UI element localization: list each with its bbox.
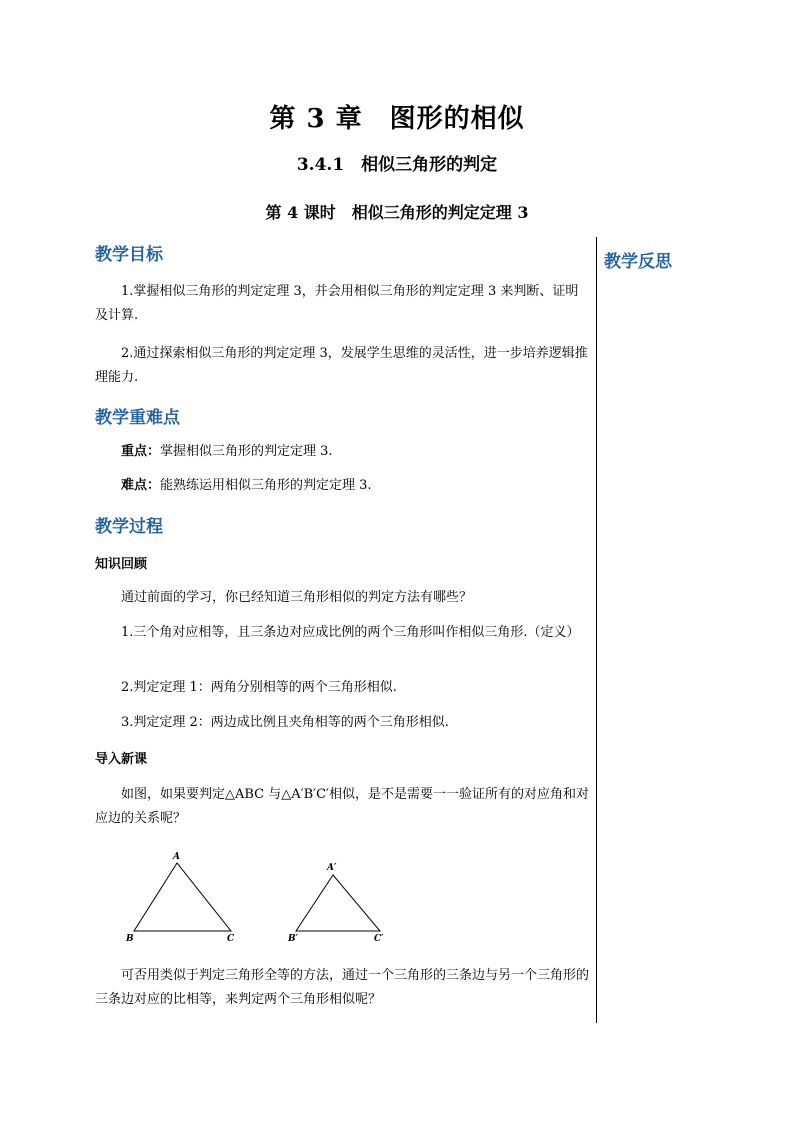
difficulty-label: 难点： bbox=[121, 478, 161, 493]
process-heading: 教学过程 bbox=[95, 517, 163, 537]
focus-label: 重点： bbox=[121, 444, 161, 459]
goal-item-2: 2.通过探索相似三角形的判定定理 3，发展学生思维的灵活性，进一步培养逻辑推理能力. bbox=[95, 346, 588, 385]
newlesson-question: 如图，如果要判定△ABC 与△A′B′C′相似，是不是需要一一验证所有的对应角和对应边的关系呢？ bbox=[95, 787, 590, 826]
keypoints-heading: 教学重难点 bbox=[95, 408, 180, 428]
lesson-title: 第 4 课时 相似三角形的判定定理 3 bbox=[265, 203, 529, 222]
review-item-1: 1.三个角对应相等，且三条边对应成比例的两个三角形叫作相似三角形.（定义） bbox=[121, 625, 580, 640]
triangle-abc bbox=[134, 863, 231, 931]
label-c-prime: C′ bbox=[374, 934, 384, 944]
reflection-heading: 教学反思 bbox=[604, 252, 672, 272]
label-c: C bbox=[227, 934, 235, 944]
label-b: B bbox=[126, 934, 134, 944]
goals-heading: 教学目标 bbox=[95, 245, 163, 265]
label-a-prime: A′ bbox=[327, 863, 337, 873]
newlesson-closing: 可否用类似于判定三角形全等的方法，通过一个三角形的三条边与另一个三角形的三条边对应的比相等，来判定两个三角形相似呢？ bbox=[95, 968, 590, 1007]
review-intro: 通过前面的学习，你已经知道三角形相似的判定方法有哪些？ bbox=[121, 590, 473, 605]
focus-text: 掌握相似三角形的判定定理 3. bbox=[160, 444, 333, 459]
review-item-3: 3.判定定理 2：两边成比例且夹角相等的两个三角形相似. bbox=[121, 715, 449, 730]
label-b-prime: B′ bbox=[288, 934, 298, 944]
newlesson-heading: 导入新课 bbox=[95, 752, 148, 767]
chapter-title: 第 3 章 图形的相似 bbox=[269, 104, 525, 134]
goal-item-1: 1.掌握相似三角形的判定定理 3，并会用相似三角形的判定定理 3 来判断、证明及计算. bbox=[95, 284, 579, 323]
review-heading: 知识回顾 bbox=[95, 557, 148, 572]
review-item-2: 2.判定定理 1：两角分别相等的两个三角形相似. bbox=[121, 680, 397, 695]
triangle-figure bbox=[110, 845, 410, 950]
difficulty-text: 能熟练运用相似三角形的判定定理 3. bbox=[160, 478, 372, 493]
column-divider bbox=[596, 237, 597, 1023]
focus-line bbox=[121, 442, 333, 462]
difficulty-line bbox=[121, 476, 372, 496]
section-title: 3.4.1 相似三角形的判定 bbox=[296, 155, 498, 175]
label-a: A bbox=[173, 852, 180, 862]
triangle-a1b1c1 bbox=[296, 875, 380, 931]
